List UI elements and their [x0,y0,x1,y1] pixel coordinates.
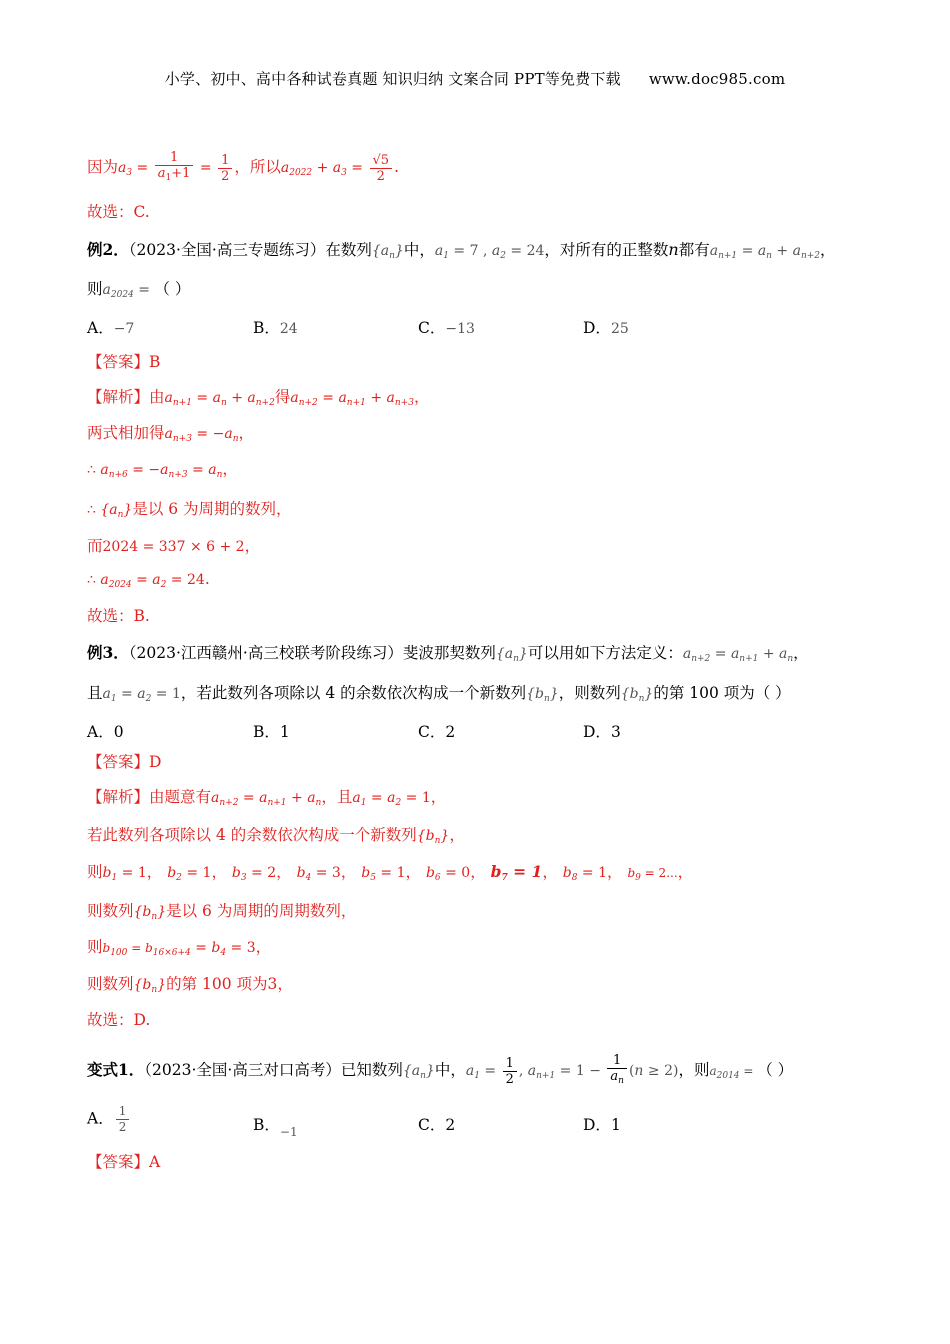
header-text: 小学、初中、高中各种试卷真题 知识归纳 文案合同 PPT等免费下载 [164,70,621,88]
prev-choose: 故选：C. [87,203,150,221]
var1-option-c[interactable]: C．2 [418,1116,456,1134]
ex2-analysis-step4: ∴ $\{a_n\}$是以 6 为周期的数列， [87,500,292,520]
ex3-analysis-step3: 则$b_1 = 1$， $b_2 = 1$， $b_3 = 2$， $b_4 = 3$， $b_5 = 1$， $b_6 = 0$， $b_7 = 1$， $b_8 = 1$， $b_9 = 2$...， [87,862,694,883]
ex3-question-line1: 例3．（2023·江西赣州·高三校联考阶段练习）斐波那契数列$\{a_n\}$可以用如下方法定义：$a_{n+2} = a_{n+1} + a_n$， [87,643,809,664]
ex3-question-line2: 且$a_1 = a_2 = 1$，若此数列各项除以 4 的余数依次构成一个新数列$\{b_n\}$，则数列$\{b_n\}$的第 100 项为（ ） [87,684,791,704]
ex2-option-d[interactable]: D．25 [583,319,629,337]
ex3-option-c[interactable]: C．2 [418,723,456,741]
ex2-analysis-step5: 而2024 = 337 × 6 + 2， [87,537,261,555]
ex3-option-d[interactable]: D．3 [583,723,621,741]
ex3-analysis-step5: 则$b_{100} = b_{16\times 6+4} = b_4 = 3$， [87,938,272,958]
ex2-answer: 【答案】B [87,353,161,371]
var1-answer: 【答案】A [87,1153,161,1171]
ex2-analysis-step2: 两式相加得$a_{n+3} = -a_n$， [87,424,254,444]
ex2-question-line2: 则$a_{2024}$ = （ ） [87,280,191,300]
ex2-choose: 故选：B. [87,607,150,625]
ex2-question-line1: 例2．（2023·全国·高三专题练习）在数列$\{a_n\}$中，$a_1 = 7$ , $a_2 = 24$，对所有的正整数n都有$a_{n+1} = a_n + a_{n+2}$， [87,240,836,261]
var1-question-line: 变式1．（2023·全国·高三对口高考）已知数列$\{a_n\}$中，$a_1$ = $\frac{1}{2}$ , $a_{n+1} = 1$ − $\frac{1}{a_n}$ (n ≥ 2)，则$a_{2014}$ = （ ） [87,1053,794,1087]
ex3-analysis-step2: 若此数列各项除以 4 的余数依次构成一个新数列$\{b_n\}$， [87,826,465,846]
ex3-choose: 故选：D. [87,1011,151,1029]
ex3-analysis-step4: 则数列$\{b_n\}$是以 6 为周期的周期数列， [87,902,357,922]
ex3-analysis-step1: 【解析】由题意有$a_{n+2} = a_{n+1} + a_n$，且$a_1 = a_2 = 1$， [87,788,447,808]
var1-option-b[interactable]: B．$_{-1}$ [253,1116,298,1139]
prev-because-line: 因为$a_3$ = $\frac{1}{a_1+1}$ = $\frac{1}{2}$ ，所以$a_{2022} + a_3$ = $\frac{√5}{2}$ . [87,150,399,184]
ex2-analysis-step6: ∴ $a_{2024} = a_2 = 24$. [87,570,210,590]
ex2-option-b[interactable]: B．24 [253,319,298,337]
header-site-link[interactable]: www.doc985.com [648,70,786,88]
ex3-option-b[interactable]: B．1 [253,723,290,741]
ex3-analysis-step6: 则数列$\{b_n\}$的第 100 项为3， [87,975,293,995]
ex3-answer: 【答案】D [87,753,162,771]
ex2-option-a[interactable]: A．−7 [87,319,135,337]
var1-option-d[interactable]: D．1 [583,1116,621,1134]
page-header [0,68,950,89]
ex2-analysis-step1: 【解析】由$a_{n+1} = a_n + a_{n+2}$得$a_{n+2} = a_{n+1} + a_{n+3}$， [87,388,430,408]
ex3-option-a[interactable]: A．0 [87,723,124,741]
ex2-option-c[interactable]: C．−13 [418,319,475,337]
ex2-analysis-step3: ∴ $a_{n+6} = -a_{n+3} = a_n$， [87,460,238,480]
var1-option-a[interactable]: A． $\frac{1}{2}$ [87,1104,131,1135]
